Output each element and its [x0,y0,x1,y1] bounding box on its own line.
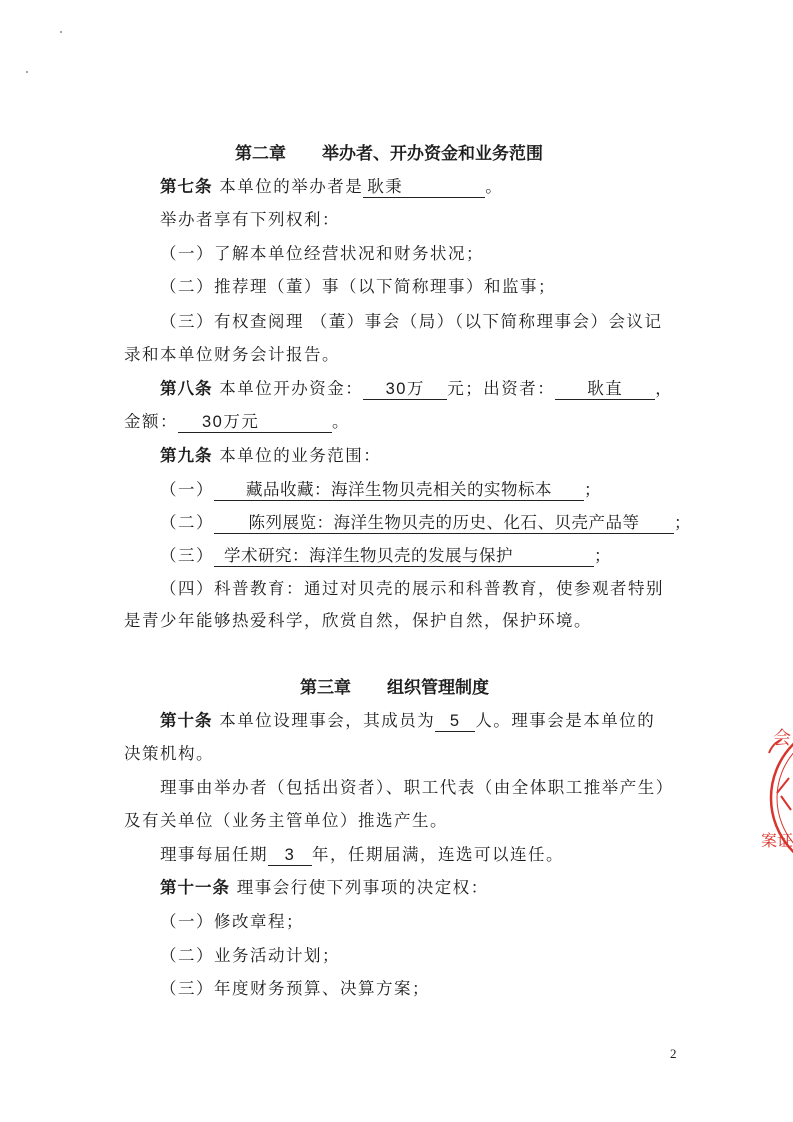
article-9 [160,445,381,467]
article-11-text: 理事会行使下列事项的决定权： [236,878,489,897]
article-8-amount [124,411,350,433]
scope-item-2-prefix: （二） [160,513,214,532]
term-text-1: 理事每届任期 [160,845,268,864]
scope-item-2 [160,512,692,534]
scope-item-2-text: 陈列展览：海洋生物贝壳的历史、化石、贝壳产品等 [214,513,674,534]
article-10-text-1: 本单位设理事会，其成员为 [219,711,436,730]
rights-item-3-line-2: 录和本单位财务会计报告。 [124,345,340,364]
chapter-2-number: 第二章 [235,144,286,164]
article-10 [160,710,655,732]
article-10-para-3 [160,844,564,866]
article-8-label: 第八条 [160,379,213,398]
chapter-3-title: 组织管理制度 [387,678,489,698]
article-8-text-2: 元；出资者： [447,379,556,398]
rights-item-2: （二）推荐理（董）事（以下简称理事）和监事； [160,277,556,296]
scope-item-2-end: ； [674,513,692,532]
article-7-label: 第七条 [160,177,213,196]
chapter-3-heading [300,676,489,700]
board-members-count: 5 [435,711,475,732]
page-number: 2 [670,1046,677,1061]
article-10-para-2-line-1: 理事由举办者（包括出资者）、职工代表（由全体职工推举产生） [160,778,674,797]
article-8-comma: ， [655,379,674,398]
article-9-text: 本单位的业务范围： [219,446,382,465]
article-11-label: 第十一条 [160,878,230,897]
article-10-label: 第十条 [160,711,213,730]
capital-amount: 30万 [363,379,447,400]
article-10-line-2: 决策机构。 [124,744,214,763]
scope-item-1 [160,479,602,501]
scope-item-3 [160,545,612,567]
article-10-para-2-line-2: 及有关单位（业务主管单位）推选产生。 [124,811,448,830]
scope-item-1-prefix: （一） [160,480,214,499]
rights-item-3-line-1: （三）有权查阅理 （董）事会（局）（以下简称理事会）会议记 [160,312,663,331]
scope-item-3-prefix: （三） [160,546,214,565]
amount-value: 30万元 [178,412,332,433]
scope-item-4-line-1: （四）科普教育：通过对贝壳的展示和科普教育，使参观者特别 [160,579,664,598]
term-text-2: 年，任期届满，连选可以连任。 [312,845,564,864]
article-7-end: 。 [485,177,504,196]
rights-intro: 举办者享有下列权利： [160,210,340,229]
decision-item-3: （三）年度财务预算、决算方案； [160,979,430,998]
investor-name: 耿直 [555,379,655,400]
seal-text-top: 会 [773,728,791,749]
scope-item-1-text: 藏品收藏：海洋生物贝壳相关的实物标本 [214,480,584,501]
rights-item-1: （一）了解本单位经营状况和财务状况； [160,244,484,263]
scope-item-3-text: 学术研究：海洋生物贝壳的发展与保护 [214,546,594,567]
decision-item-1: （一）修改章程； [160,912,304,931]
article-7-text: 本单位的举办者是 [219,177,364,196]
scan-speck [60,31,62,33]
article-8-text-1: 本单位开办资金： [219,379,364,398]
official-seal [755,718,793,878]
amount-label: 金额： [124,412,178,431]
article-11 [160,877,489,899]
organizer-name: 耿秉 [363,177,485,198]
article-7 [160,176,503,198]
scope-item-3-end: ； [594,546,612,565]
chapter-2-heading [235,142,543,166]
article-10-text-2: 人。理事会是本单位的 [475,711,656,730]
scope-item-4-line-2: 是青少年能够热爱科学，欣赏自然，保护自然，保护环境。 [124,611,592,630]
scan-speck [26,71,28,73]
seal-text-bottom: 案证 [761,831,793,850]
decision-item-2: （二）业务活动计划； [160,946,340,965]
term-years: 3 [268,845,312,866]
amount-end: 。 [332,412,350,431]
article-8 [160,378,673,400]
scope-item-1-end: ； [584,480,602,499]
chapter-2-title: 举办者、开办资金和业务范围 [322,144,543,164]
chapter-3-number: 第三章 [300,678,351,698]
article-9-label: 第九条 [160,446,213,465]
